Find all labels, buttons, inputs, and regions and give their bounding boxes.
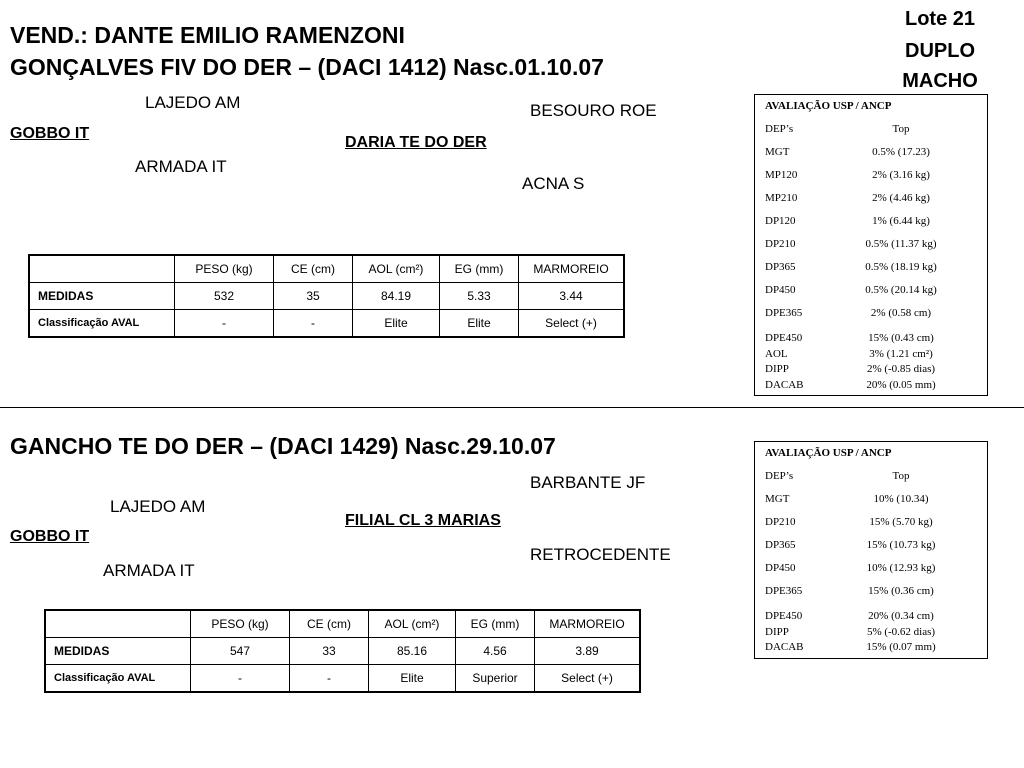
row-label-medidas: MEDIDAS xyxy=(29,283,175,310)
animal2-sire-dam: ARMADA IT xyxy=(103,561,195,580)
animal1-measures-table xyxy=(28,254,625,338)
aval-key: DACAB xyxy=(765,641,804,653)
aval-value: 0.5% (20.14 kg) xyxy=(865,284,937,296)
animal2-dam-dam: RETROCEDENTE xyxy=(530,545,671,564)
row-label-medidas: MEDIDAS xyxy=(45,638,191,665)
header-eg: EG (mm) xyxy=(456,610,535,638)
aval-value: 2% (4.46 kg) xyxy=(872,192,930,204)
aval-title: AVALIAÇÃO USP / ANCP xyxy=(765,100,892,112)
animal1-dam-sire: BESOURO ROE xyxy=(530,101,657,120)
aval-row xyxy=(755,233,987,256)
aval-key: MGT xyxy=(765,146,790,158)
aval-value: 1% (6.44 kg) xyxy=(872,215,930,227)
header-aol: AOL (cm²) xyxy=(369,610,456,638)
aval-row xyxy=(755,511,987,534)
row-label-classificacao: Classificação AVAL xyxy=(29,310,175,338)
animal2-dam-sire: BARBANTE JF xyxy=(530,473,646,492)
aval-key: MP120 xyxy=(765,169,798,181)
aval-value: 5% (-0.62 dias) xyxy=(866,625,936,638)
aval-value: 0.5% (11.37 kg) xyxy=(865,238,937,250)
aval-row xyxy=(755,347,987,363)
header-peso: PESO (kg) xyxy=(191,610,290,638)
aval-row xyxy=(755,164,987,187)
cell-marmoreio: Select (+) xyxy=(535,665,641,693)
header-aol: AOL (cm²) xyxy=(353,255,440,283)
aval-key: DACAB xyxy=(765,378,804,391)
aval-row xyxy=(755,609,987,625)
table-header-row xyxy=(29,255,624,283)
aval-row xyxy=(755,331,987,347)
aval-row xyxy=(755,141,987,164)
aval-key: DP365 xyxy=(765,539,796,551)
cell-peso: 532 xyxy=(175,283,274,310)
aval-key: DEP’s xyxy=(765,123,794,135)
aval-key: MP210 xyxy=(765,192,798,204)
table-header-row xyxy=(45,610,640,638)
aval-key: DIPP xyxy=(765,625,789,638)
aval-key: DPE450 xyxy=(765,332,803,344)
aval-value: 20% (0.34 cm) xyxy=(868,610,934,622)
aval-row xyxy=(755,279,987,302)
aval-value: 10% (10.34) xyxy=(873,493,929,505)
lot-sex: MACHO xyxy=(902,70,978,92)
animal2-sire: GOBBO IT xyxy=(10,528,90,545)
aval-key: DP210 xyxy=(765,516,796,528)
cell-ce: 35 xyxy=(274,283,353,310)
header-ce: CE (cm) xyxy=(274,255,353,283)
row-label-classificacao: Classificação AVAL xyxy=(45,665,191,693)
aval-key: AOL xyxy=(765,347,788,360)
aval-row xyxy=(755,640,987,656)
aval-key: DP210 xyxy=(765,238,796,250)
aval-row xyxy=(755,580,987,603)
cell-eg: Superior xyxy=(456,665,535,693)
aval-row xyxy=(755,118,987,141)
aval-key: DIPP xyxy=(765,363,789,375)
aval-value: 0.5% (17.23) xyxy=(872,146,930,158)
aval-value: 3% (1.21 cm²) xyxy=(869,347,933,360)
aval-row xyxy=(755,534,987,557)
header-marmoreio: MARMOREIO xyxy=(535,610,641,638)
aval-key: DP365 xyxy=(765,261,796,273)
aval-row xyxy=(755,625,987,641)
animal2-measures-table xyxy=(44,609,641,693)
aval-value: 0.5% (18.19 kg) xyxy=(865,261,937,273)
cell-marmoreio: 3.89 xyxy=(535,638,641,665)
aval-row xyxy=(755,557,987,580)
aval-key: DPE365 xyxy=(765,307,803,319)
aval-key: MGT xyxy=(765,493,790,505)
animal1-title: GONÇALVES FIV DO DER – (DACI 1412) Nasc.01.10.07 xyxy=(10,54,604,80)
header-ce: CE (cm) xyxy=(290,610,369,638)
cell-eg: 4.56 xyxy=(456,638,535,665)
aval-row xyxy=(755,187,987,210)
animal2-dam: FILIAL CL 3 MARIAS xyxy=(345,512,501,529)
aval-value: 15% (0.43 cm) xyxy=(868,332,934,344)
aval-row xyxy=(755,256,987,279)
table-row xyxy=(45,638,640,665)
table-row xyxy=(29,283,624,310)
aval-key: DPE450 xyxy=(765,610,803,622)
seller-title: VEND.: DANTE EMILIO RAMENZONI xyxy=(10,22,405,48)
aval-key: DP120 xyxy=(765,215,796,227)
aval-value: 2% (0.58 cm) xyxy=(870,307,932,319)
aval-value: 15% (0.07 mm) xyxy=(866,641,936,653)
cell-peso: 547 xyxy=(191,638,290,665)
lot-number: Lote 21 xyxy=(904,8,976,30)
header-marmoreio: MARMOREIO xyxy=(519,255,625,283)
aval-row xyxy=(755,302,987,325)
aval-value: Top xyxy=(892,470,910,482)
aval-row xyxy=(755,488,987,511)
cell-ce: 33 xyxy=(290,638,369,665)
cell-peso: - xyxy=(175,310,274,338)
cell-aol: 85.16 xyxy=(369,638,456,665)
animal2-title: GANCHO TE DO DER – (DACI 1429) Nasc.29.10.07 xyxy=(10,433,556,459)
aval-key: DP450 xyxy=(765,284,796,296)
aval-value: 20% (0.05 mm) xyxy=(866,378,936,391)
aval-key: DP450 xyxy=(765,562,796,574)
cell-ce: - xyxy=(274,310,353,338)
aval-value: 10% (12.93 kg) xyxy=(866,562,936,574)
aval-row xyxy=(755,465,987,488)
animal1-dam-dam: ACNA S xyxy=(522,174,585,193)
animal2-sire-sire: LAJEDO AM xyxy=(110,497,206,516)
cell-marmoreio: 3.44 xyxy=(519,283,625,310)
table-row xyxy=(29,310,624,338)
animal1-aval-box xyxy=(754,94,988,396)
cell-eg: 5.33 xyxy=(440,283,519,310)
aval-value: 2% (3.16 kg) xyxy=(872,169,930,181)
aval-row xyxy=(755,378,987,394)
aval-value: Top xyxy=(892,123,910,135)
aval-key: DEP’s xyxy=(765,470,794,482)
cell-peso: - xyxy=(191,665,290,693)
aval-key: DPE365 xyxy=(765,585,803,597)
aval-value: 2% (-0.85 dias) xyxy=(866,363,936,375)
aval-value: 15% (0.36 cm) xyxy=(868,585,934,597)
animal1-sire-sire: LAJEDO AM xyxy=(145,93,241,112)
cell-aol: Elite xyxy=(353,310,440,338)
cell-aol: 84.19 xyxy=(353,283,440,310)
aval-value: 15% (5.70 kg) xyxy=(869,516,933,528)
header-eg: EG (mm) xyxy=(440,255,519,283)
cell-aol: Elite xyxy=(369,665,456,693)
aval-row xyxy=(755,362,987,378)
cell-ce: - xyxy=(290,665,369,693)
animal2-aval-box xyxy=(754,441,988,659)
header-peso: PESO (kg) xyxy=(175,255,274,283)
aval-value: 15% (10.73 kg) xyxy=(866,539,936,551)
table-row xyxy=(45,665,640,693)
animal1-dam: DARIA TE DO DER xyxy=(345,134,487,151)
cell-eg: Elite xyxy=(440,310,519,338)
animal1-sire-dam: ARMADA IT xyxy=(135,157,227,176)
animal1-sire: GOBBO IT xyxy=(10,125,90,142)
cell-marmoreio: Select (+) xyxy=(519,310,625,338)
aval-title: AVALIAÇÃO USP / ANCP xyxy=(765,447,892,459)
lot-type: DUPLO xyxy=(905,40,975,62)
aval-row xyxy=(755,210,987,233)
section-divider xyxy=(0,407,1024,408)
